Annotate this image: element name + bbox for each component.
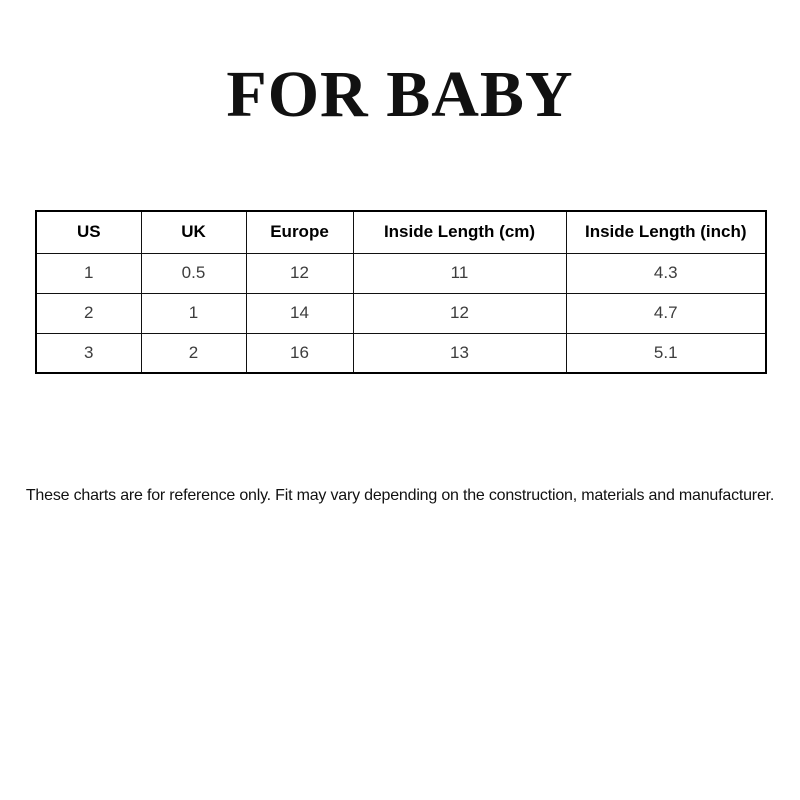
- column-header-us: US: [36, 211, 141, 253]
- cell-europe: 14: [246, 293, 353, 333]
- cell-europe: 16: [246, 333, 353, 373]
- cell-uk: 1: [141, 293, 246, 333]
- size-chart-table: [35, 210, 767, 374]
- table-header-row: [36, 211, 766, 253]
- cell-us: 2: [36, 293, 141, 333]
- page-title: FOR BABY: [226, 58, 574, 131]
- cell-us: 1: [36, 253, 141, 293]
- column-header-uk: UK: [141, 211, 246, 253]
- cell-inside-length-inch: 5.1: [566, 333, 766, 373]
- cell-uk: 0.5: [141, 253, 246, 293]
- column-header-inside-length-cm: Inside Length (cm): [353, 211, 566, 253]
- table-row: [36, 253, 766, 293]
- cell-inside-length-cm: 13: [353, 333, 566, 373]
- cell-uk: 2: [141, 333, 246, 373]
- cell-europe: 12: [246, 253, 353, 293]
- cell-inside-length-cm: 12: [353, 293, 566, 333]
- cell-inside-length-cm: 11: [353, 253, 566, 293]
- disclaimer-text: These charts are for reference only. Fit may vary depending on the construction, materials and manufacturer.: [25, 487, 775, 504]
- table-row: [36, 333, 766, 373]
- table-row: [36, 293, 766, 333]
- cell-inside-length-inch: 4.3: [566, 253, 766, 293]
- column-header-europe: Europe: [246, 211, 353, 253]
- column-header-inside-length-inch: Inside Length (inch): [566, 211, 766, 253]
- cell-us: 3: [36, 333, 141, 373]
- cell-inside-length-inch: 4.7: [566, 293, 766, 333]
